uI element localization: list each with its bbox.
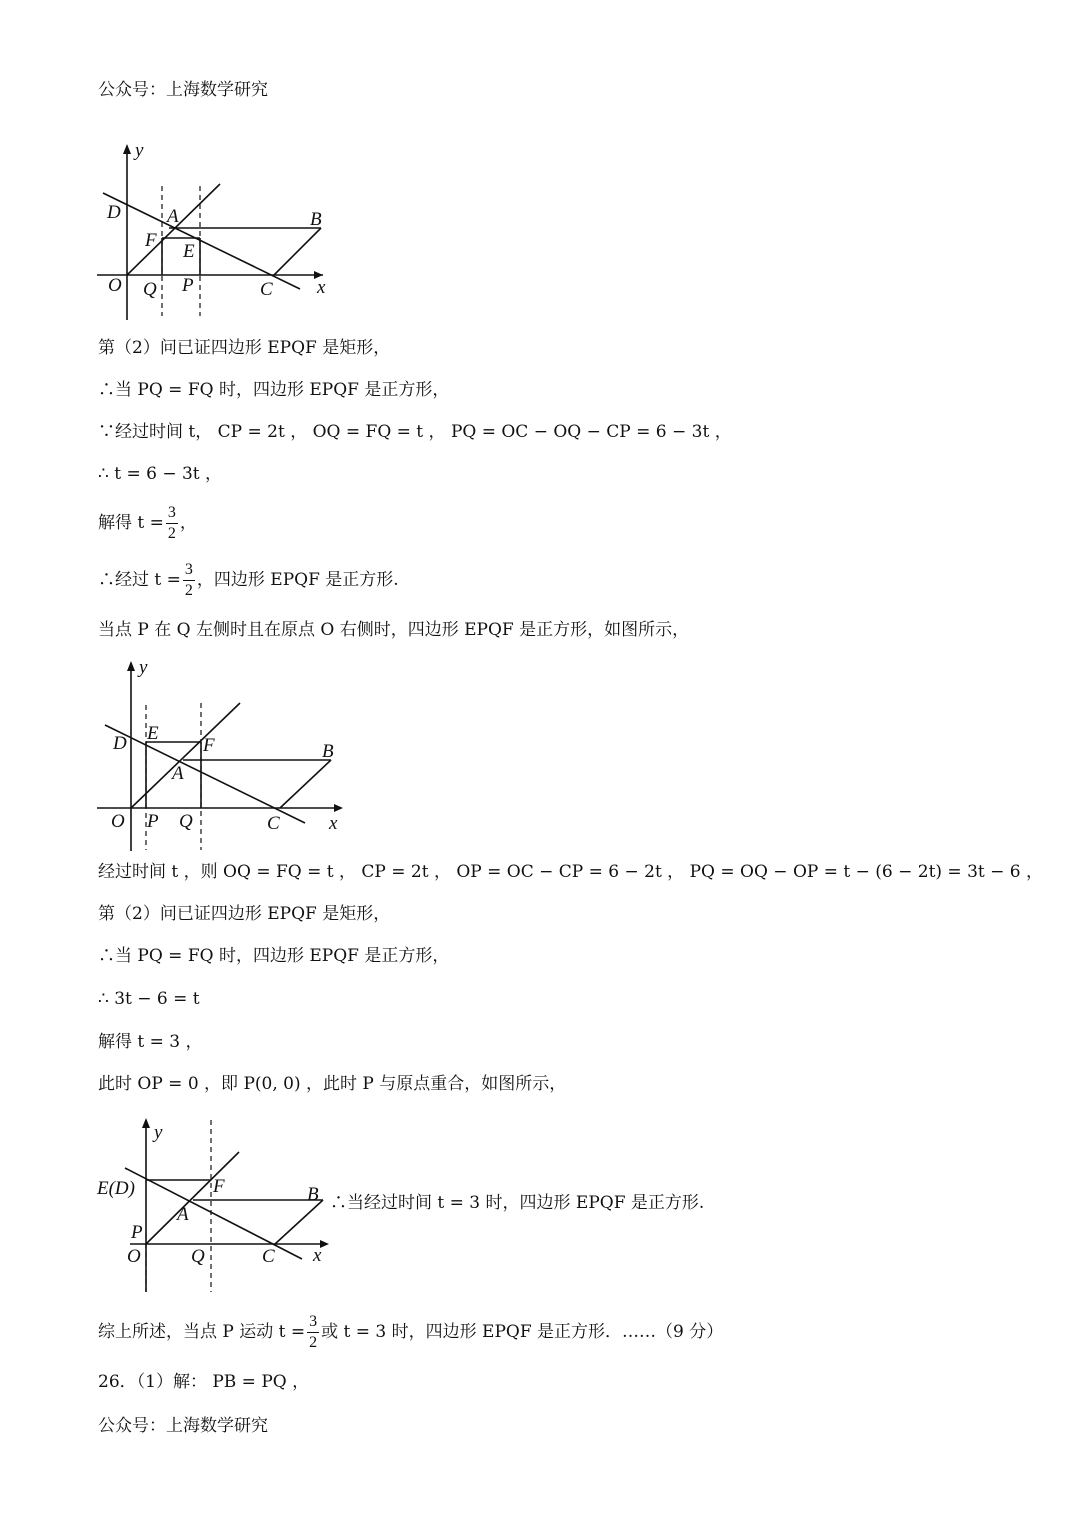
point-E-label: E <box>147 723 159 744</box>
point-B-label: B <box>322 741 334 762</box>
text-line-12: 解得 t = 3 ， <box>98 1032 203 1052</box>
point-A-label: A <box>172 763 184 784</box>
text-line-13: 此时 OP = 0 ，即 P(0, 0) ，此时 P 与原点重合，如图所示， <box>98 1074 567 1094</box>
text-line-5 <box>98 503 197 544</box>
point-C-label: C <box>267 813 280 834</box>
point-B-label: B <box>307 1184 319 1205</box>
text-line-2: ∴当 PQ = FQ 时，四边形 EPQF 是正方形， <box>98 380 450 400</box>
text-line-16: 26．（1）解： PB = PQ ， <box>98 1372 310 1392</box>
fraction-denominator: 2 <box>184 582 193 599</box>
fraction-denominator: 2 <box>309 1334 318 1351</box>
axis-x-label: x <box>329 813 338 834</box>
text-line-14: ∴当经过时间 t = 3 时，四边形 EPQF 是正方形. <box>330 1193 705 1213</box>
line-15-prefix: 综上所述，当点 P 运动 t = <box>98 1322 306 1342</box>
header-text: 公众号：上海数学研究 <box>98 80 268 100</box>
point-O-label: O <box>127 1246 141 1267</box>
text-line-15 <box>98 1312 723 1353</box>
line-15-suffix: 或 t = 3 时，四边形 EPQF 是正方形．……（9 分） <box>321 1322 724 1342</box>
text-line-3: ∵经过时间 t， CP = 2t ， OQ = FQ = t ， PQ = OC − OQ − CP = 6 − 3t ， <box>98 422 732 442</box>
axis-y-label: y <box>139 657 148 678</box>
fraction-numerator: 3 <box>183 560 195 581</box>
axis-y-label: y <box>154 1122 163 1143</box>
point-O-label: O <box>108 275 122 296</box>
axis-y-label: y <box>135 140 144 161</box>
footer-text: 公众号：上海数学研究 <box>98 1416 268 1436</box>
point-A-label: A <box>167 206 179 227</box>
point-P-label: P <box>131 1222 143 1243</box>
figure-2 <box>95 655 355 855</box>
point-Q-label: Q <box>143 279 157 300</box>
point-Q-label: Q <box>179 811 193 832</box>
point-O-label: O <box>111 811 125 832</box>
fraction-numerator: 3 <box>166 503 178 524</box>
axis-x-label: x <box>313 1245 322 1266</box>
text-line-4: ∴ t = 6 − 3t ， <box>98 464 223 484</box>
point-B-label: B <box>310 209 322 230</box>
point-F-label: F <box>203 735 215 756</box>
point-ED-label: E(D) <box>97 1178 135 1199</box>
fraction-numerator: 3 <box>307 1312 319 1333</box>
line-6-prefix: ∴经过 t = <box>98 570 181 590</box>
point-C-label: C <box>262 1246 275 1267</box>
text-line-8: 经过时间 t ，则 OQ = FQ = t ， CP = 2t ， OP = OC − CP = 6 − 2t ， PQ = OQ − OP = t − (6 − 2t) = 3t − 6 ， <box>98 862 1044 882</box>
line-6-suffix: ，四边形 EPQF 是正方形. <box>196 570 399 590</box>
fraction <box>166 503 178 544</box>
figure-3 <box>95 1112 340 1297</box>
text-line-10: ∴当 PQ = FQ 时，四边形 EPQF 是正方形， <box>98 946 450 966</box>
point-P-label: P <box>182 275 194 296</box>
point-C-label: C <box>260 279 273 300</box>
text-line-11: ∴ 3t − 6 = t <box>98 989 200 1009</box>
text-line-7: 当点 P 在 Q 左侧时且在原点 O 右侧时，四边形 EPQF 是正方形，如图所示， <box>98 620 690 640</box>
point-F-label: F <box>213 1176 225 1197</box>
line-5-suffix: ， <box>179 513 197 533</box>
fraction <box>307 1312 319 1353</box>
line-5-prefix: 解得 t = <box>98 513 164 533</box>
point-F-label: F <box>145 230 157 251</box>
text-line-9: 第（2）问已证四边形 EPQF 是矩形， <box>98 904 391 924</box>
point-A-label: A <box>177 1204 189 1225</box>
text-line-6 <box>98 560 399 601</box>
point-D-label: D <box>107 202 121 223</box>
axis-x-label: x <box>317 277 326 298</box>
text-line-1: 第（2）问已证四边形 EPQF 是矩形， <box>98 338 391 358</box>
point-D-label: D <box>113 733 127 754</box>
point-E-label: E <box>183 241 195 262</box>
figure-1 <box>95 138 340 323</box>
point-Q-label: Q <box>191 1246 205 1267</box>
point-P-label: P <box>147 811 159 832</box>
fraction <box>183 560 195 601</box>
fraction-denominator: 2 <box>167 525 176 542</box>
